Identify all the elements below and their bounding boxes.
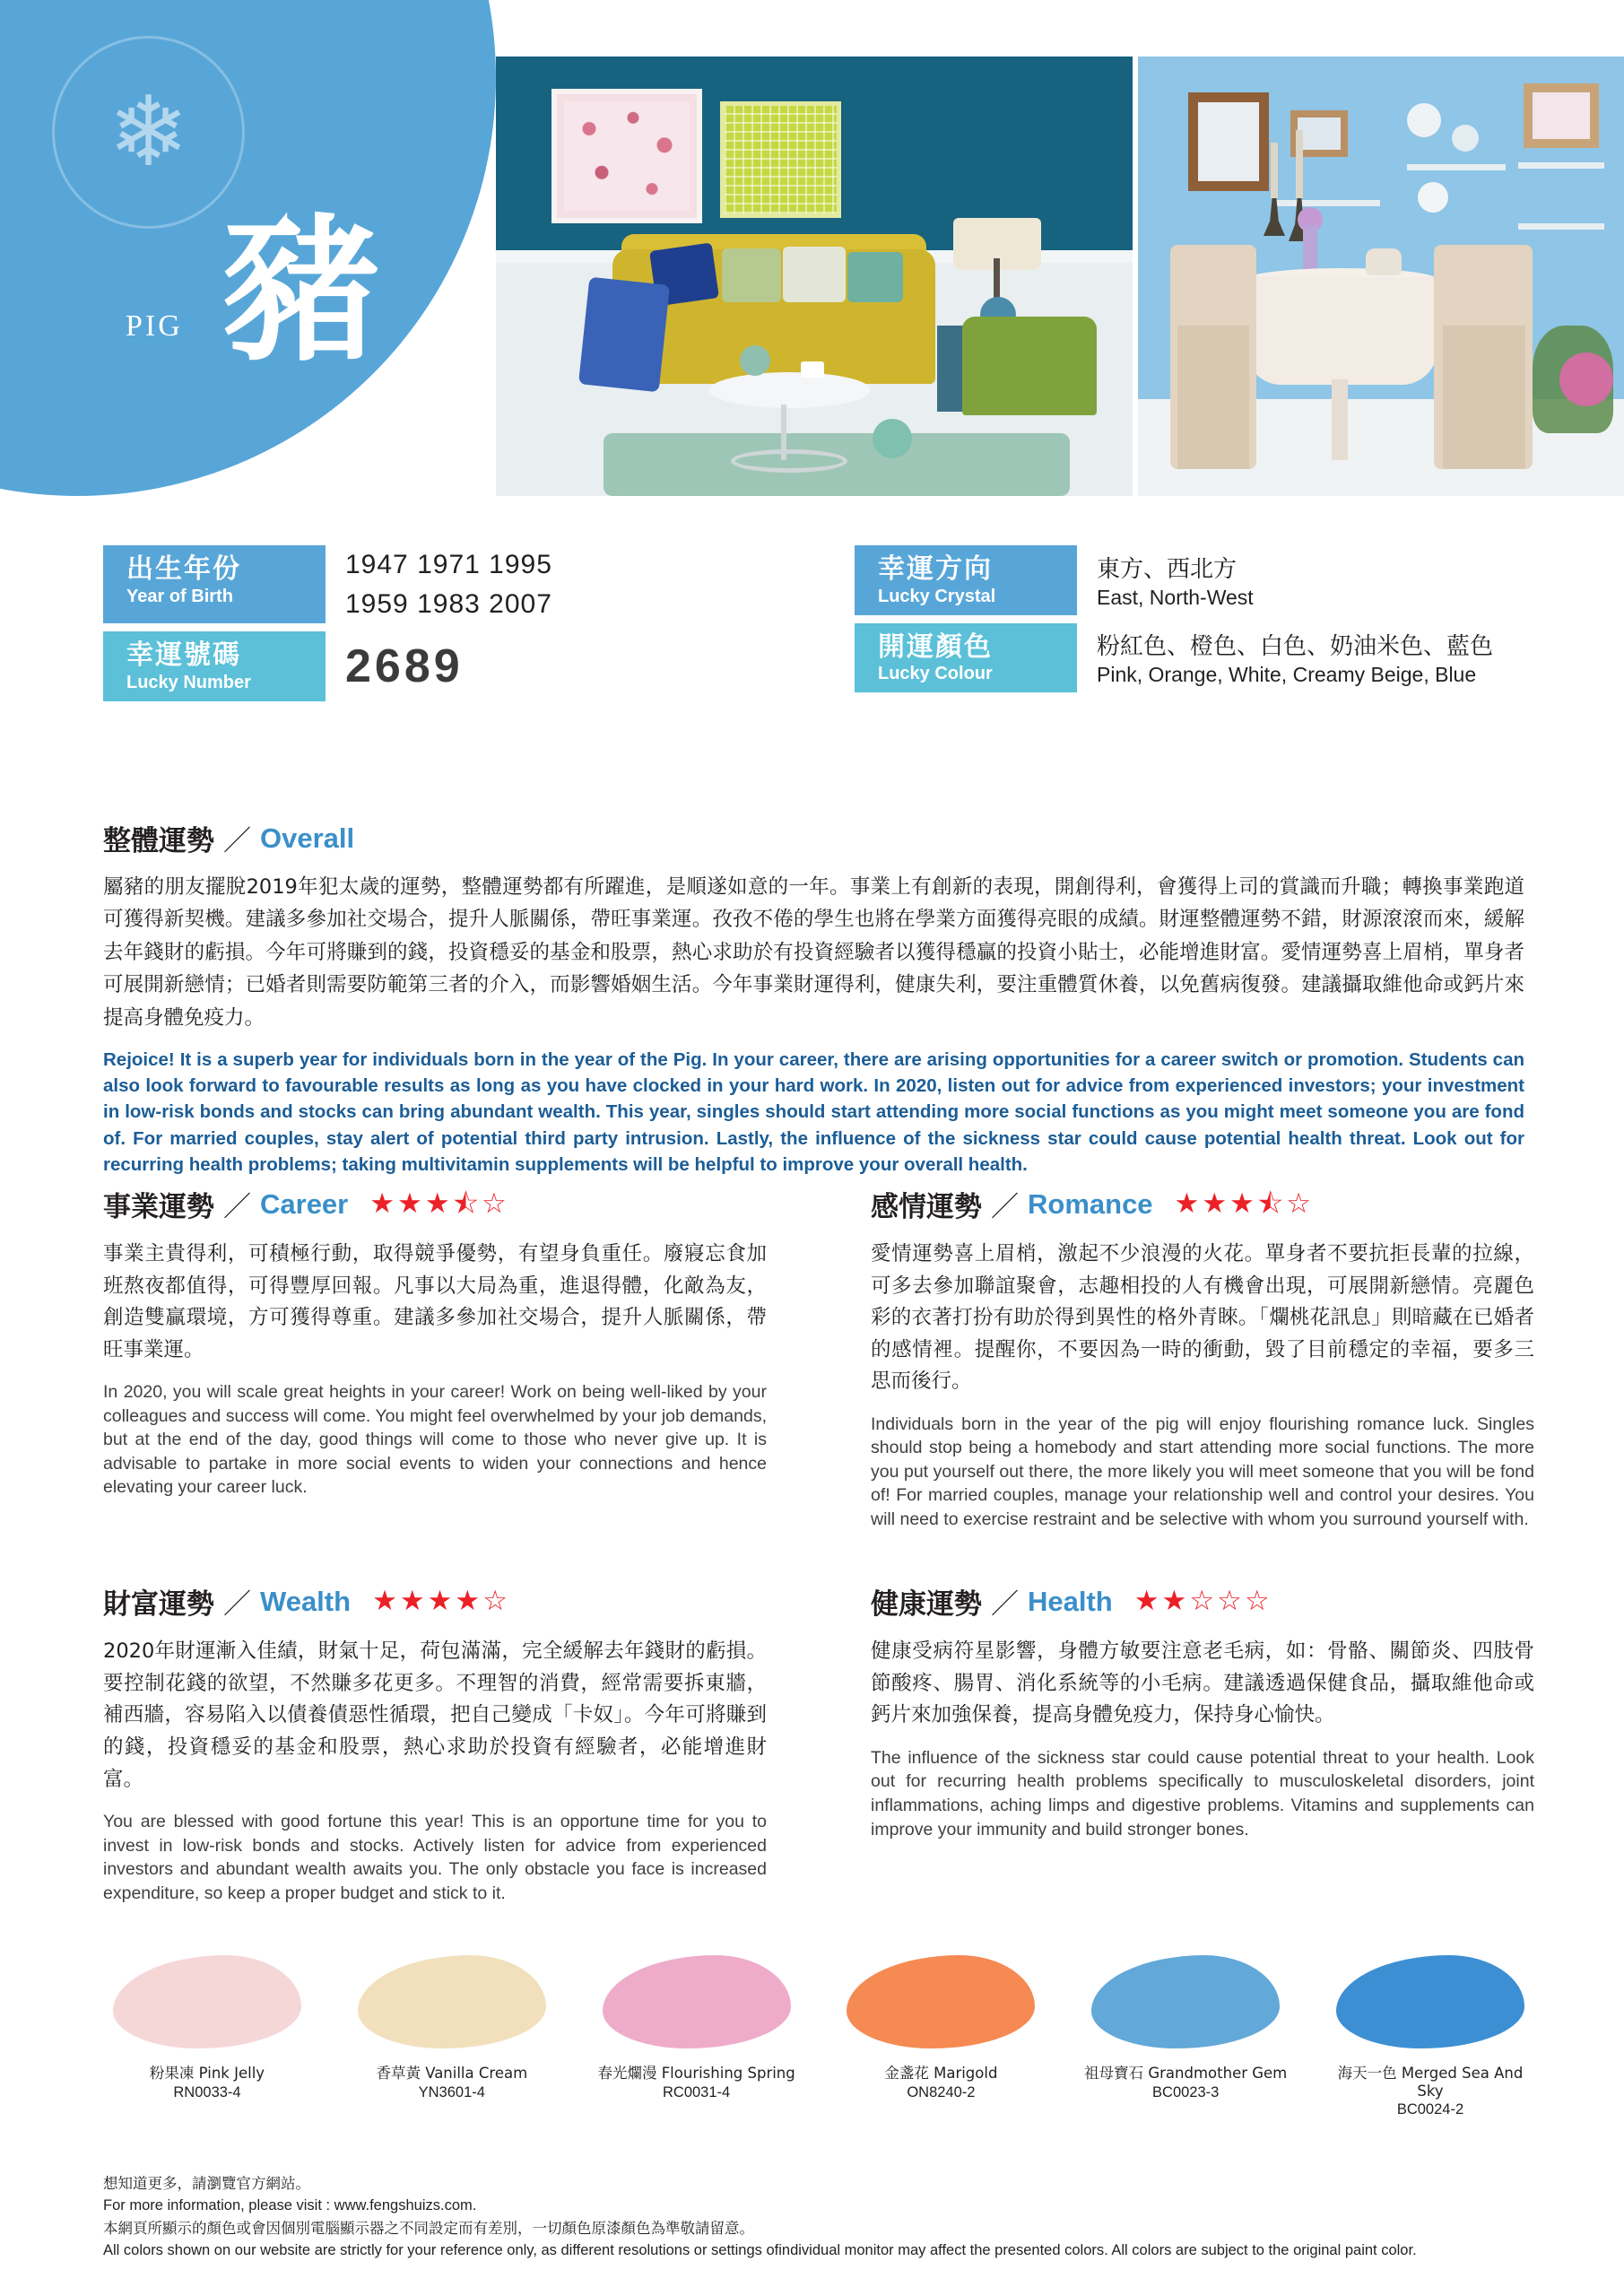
- year-of-birth-label-en: Year of Birth: [126, 586, 233, 606]
- romance-body-cn: 愛情運勢喜上眉梢，激起不少浪漫的火花。單身者不要抗拒長輩的拉線，可多去參加聯誼聚會，志趣相投的人有機會出現，可展開新戀情。亮麗色彩的衣著打扮有助於得到異性的格外青睞。「爛桃花訊息」則暗藏在已婚者的感情裡。提醒你，不要因為一時的衝動，毀了目前穩定的幸福，要多三思而後行。: [871, 1242, 1534, 1394]
- swatch-name-en: Grandmother Gem: [1148, 2065, 1288, 2082]
- lucky-number-label: [103, 631, 326, 701]
- lucky-colour-value: [1077, 623, 1493, 693]
- swatch-name-en: Merged Sea And Sky: [1401, 2065, 1524, 2100]
- health-body-en: The influence of the sickness star could cause potential threat to your health. Look out for recurring health problems specifically to musculoskeletal disorders, joint inflammations, aching limps and digestive problems. Vitamins and supplements can improve your immunity and build stronger bones.: [871, 1747, 1534, 1839]
- swatch-code: RN0033-4: [173, 2084, 241, 2100]
- wealth-body-en: You are blessed with good fortune this year! This is an opportune time for you to invest in low-risk bonds and stocks. Actively listen for advice from experienced investors and abundant wealth awaits you. The only obstacle you face is increased expenditure, so keep a proper budget and stick to it.: [103, 1812, 767, 1903]
- lucky-number-value-wrap: [326, 631, 464, 701]
- overall-title-cn: 整體運勢: [103, 825, 214, 857]
- health-body-cn: 健康受病符星影響，身體方敏要注意老毛病，如：骨骼、關節炎、四肢骨節酸疼、腸胃、消化系統等的小毛病。建議透過保健食品，攝取維他命或鈣片來加強保養，提高身體免疫力，保持身心愉快。: [871, 1639, 1534, 1727]
- wealth-title-slash: ／: [223, 1588, 251, 1622]
- lucky-crystal-value-en: East, North-West: [1097, 585, 1254, 609]
- health-title-slash: ／: [991, 1588, 1019, 1622]
- swatch-code: BC0023-3: [1152, 2084, 1220, 2100]
- career-body-cn: 事業主貴得利，可積極行動，取得競爭優勢，有望身負重任。廢寢忘食加班熬夜都值得，可得豐厚回報。凡事以大局為重，進退得體，化敵為友，創造雙贏環境，方可獲得尊重。建議多參加社交場合，提升人脈關係，帶旺事業運。: [103, 1242, 767, 1361]
- lucky-crystal-row: [855, 545, 1518, 615]
- overall-section: [103, 818, 1524, 1178]
- wealth-section: [103, 1581, 767, 1905]
- wealth-title-en: Wealth: [260, 1585, 352, 1617]
- swatch-colour-blob: [1336, 1955, 1524, 2048]
- year-of-birth-line1: 1947 1971 1995: [345, 550, 552, 579]
- lucky-number-label-en: Lucky Number: [126, 672, 251, 692]
- romance-title-en: Romance: [1028, 1187, 1153, 1220]
- swatch-code: ON8240-2: [907, 2084, 976, 2100]
- health-title-cn: 健康運勢: [871, 1588, 982, 1622]
- lucky-colour-value-en: Pink, Orange, White, Creamy Beige, Blue: [1097, 663, 1477, 687]
- dining-room-photo: [1138, 57, 1624, 496]
- swatch-name-cn: 海天一色: [1337, 2065, 1397, 2082]
- overall-title-en: Overall: [260, 822, 355, 854]
- career-title-slash: ／: [223, 1191, 251, 1223]
- health-title: [871, 1581, 1534, 1622]
- year-of-birth-value: [326, 545, 552, 623]
- lucky-number-value: 2689: [345, 639, 464, 692]
- overall-title-slash: ／: [223, 825, 251, 857]
- page-header: [0, 0, 1624, 502]
- romance-section: [871, 1184, 1534, 1531]
- career-rating-stars: ★★★⯪☆: [369, 1187, 509, 1220]
- lucky-colour-label-en: Lucky Colour: [878, 664, 993, 683]
- swatch-colour-blob: [603, 1955, 791, 2048]
- footer-line-2: For more information, please visit : www.fengshuizs.com.: [103, 2197, 477, 2214]
- swatch-name-en: Flourishing Spring: [661, 2065, 795, 2082]
- wealth-rating-stars: ★★★★☆: [372, 1585, 511, 1618]
- lucky-number-label-cn: 幸運號碼: [126, 639, 241, 671]
- health-section: [871, 1581, 1534, 1905]
- footer-line-4: All colors shown on our website are strictly for your reference only, as different resolutions or settings ofindividual monitor may affect the presented colors. All colors are subject to the original paint color.: [103, 2242, 1417, 2259]
- pig-papercut-icon: ❄: [52, 36, 245, 229]
- swatch-name-cn: 金盞花: [884, 2065, 929, 2082]
- swatch-code: RC0031-4: [662, 2084, 731, 2100]
- swatch-name-en: Pink Jelly: [198, 2065, 265, 2082]
- wealth-title: [103, 1581, 767, 1622]
- swatch-colour-blob: [358, 1955, 546, 2048]
- swatch-name-cn: 粉果凍: [149, 2065, 195, 2082]
- year-of-birth-label-cn: 出生年份: [126, 553, 241, 585]
- lucky-colour-value-cn: 粉紅色、橙色、白色、奶油米色、藍色: [1097, 633, 1494, 661]
- career-title: [103, 1184, 767, 1224]
- lucky-crystal-value-cn: 東方、西北方: [1097, 555, 1238, 583]
- zodiac-panel: [0, 0, 496, 496]
- footer-line-3: 本網頁所顯示的顏色或會因個別電腦顯示器之不同設定而有差別，一切顏色原漆顏色為準敬請留意。: [103, 2220, 754, 2238]
- zodiac-name-chinese: 豬: [222, 201, 379, 383]
- swatch-name-en: Marigold: [934, 2065, 998, 2082]
- career-title-en: Career: [260, 1187, 349, 1220]
- lucky-colour-row: [855, 623, 1518, 693]
- wealth-title-cn: 財富運勢: [103, 1588, 214, 1622]
- romance-title-cn: 感情運勢: [871, 1191, 982, 1223]
- swatch-item[interactable]: [1081, 1955, 1290, 2118]
- career-section: [103, 1184, 767, 1531]
- year-of-birth-line2: 1959 1983 2007: [345, 588, 552, 619]
- swatch-colour-blob: [847, 1955, 1035, 2048]
- swatch-name-cn: 香草黃: [376, 2065, 421, 2082]
- year-of-birth-label: [103, 545, 326, 623]
- health-rating-stars: ★★☆☆☆: [1133, 1585, 1272, 1618]
- swatch-name-cn: 春光爛漫: [597, 2065, 657, 2082]
- swatch-item[interactable]: [348, 1955, 556, 2118]
- lucky-crystal-label-en: Lucky Crystal: [878, 586, 996, 606]
- overall-title: [103, 818, 1524, 858]
- lucky-colour-label: [855, 623, 1077, 693]
- swatch-item[interactable]: [837, 1955, 1045, 2118]
- lucky-crystal-label: [855, 545, 1077, 615]
- living-room-photo: [496, 57, 1133, 496]
- zodiac-name-english: PIG: [126, 309, 183, 343]
- romance-rating-stars: ★★★⯪☆: [1174, 1187, 1315, 1220]
- swatch-name-en: Vanilla Cream: [425, 2065, 528, 2082]
- overall-body-en: Rejoice! It is a superb year for individuals born in the year of the Pig. In your career, there are arising opportunities for a career switch or promotion. Students can also look forward to favourable results as long as you have clocked in your hard work. In 2020, listen out for advice from experienced investors; your investment in low-risk bonds and stocks can bring abundant wealth. This year, singles should start attending more social functions as you might meet someone you are fond of. For married couples, stay alert of potential third party intrusion. Lastly, the influence of the sickness star could cause potential health threat. Look out for recurring health problems; taking multivitamin supplements will be helpful to improve your overall health.: [103, 1049, 1524, 1175]
- career-body-en: In 2020, you will scale great heights in your career! Work on being well-liked by your colleagues and success will come. You might feel overwhelmed by your job demands, but at the end of the day, good things will come to those who never give up. It is advisable to partake in more social events to widen your connections and hence elevating your career luck.: [103, 1382, 767, 1498]
- romance-title-slash: ／: [991, 1191, 1019, 1223]
- lucky-crystal-label-cn: 幸運方向: [878, 553, 993, 585]
- swatch-code: BC0024-2: [1396, 2101, 1464, 2118]
- lucky-colour-label-cn: 開運顏色: [878, 631, 993, 663]
- swatch-name-cn: 祖母寶石: [1084, 2065, 1144, 2082]
- colour-swatches: [103, 1955, 1534, 2118]
- swatch-item[interactable]: [593, 1955, 801, 2118]
- wealth-body-cn: 2020年財運漸入佳績，財氣十足，荷包滿滿，完全緩解去年錢財的虧損。要控制花錢的欲望，不然賺多花更多。不理智的消費，經常需要拆東牆，補西牆，容易陷入以債養債惡性循環，把自己變成「卡奴」。今年可將賺到的錢，投資穩妥的基金和股票，熱心求助於投資有經驗者，必能增進財富。: [103, 1639, 767, 1791]
- swatch-item[interactable]: [103, 1955, 311, 2118]
- lucky-number-row: [103, 631, 767, 701]
- overall-body-cn: 屬豬的朋友擺脫2019年犯太歲的運勢，整體運勢都有所躍進，是順遂如意的一年。事業上有創新的表現，開創得利，會獲得上司的賞識而升職；轉換事業跑道可獲得新契機。建議多參加社交場合，提升人脈關係，帶旺事業運。孜孜不倦的學生也將在學業方面獲得亮眼的成績。財運整體運勢不錯，財源滾滾而來，緩解去年錢財的虧損。今年可將賺到的錢，投資穩妥的基金和股票，熱心求助於有投資經驗者以獲得穩贏的投資小貼士，必能增進財富。愛情運勢喜上眉梢，單身者可展開新戀情；已婚者則需要防範第三者的介入，而影響婚姻生活。今年事業財運得利，健康失利，要注重體質休養，以免舊病復發。建議攝取維他命或鈣片來提高身體免疫力。: [103, 875, 1524, 1030]
- fortune-sections-grid: [103, 1184, 1534, 1905]
- swatch-colour-blob: [1091, 1955, 1280, 2048]
- lucky-crystal-value: [1077, 545, 1254, 615]
- swatch-item[interactable]: [1326, 1955, 1534, 2118]
- romance-title: [871, 1184, 1534, 1224]
- footer-line-1: 想知道更多，請瀏覽官方網站。: [103, 2175, 310, 2192]
- career-title-cn: 事業運勢: [103, 1191, 214, 1223]
- romance-body-en: Individuals born in the year of the pig will enjoy flourishing romance luck. Singles should stop being a homebody and start attending more social functions. The more you put yourself out there, the more likely you will meet someone that you will be fond of! For married couples, manage your relationship well and control your desires. You will need to exercise restraint and be selective with whom you surround yourself with.: [871, 1413, 1534, 1529]
- footer-disclaimer: [103, 2172, 1574, 2262]
- swatch-colour-blob: [113, 1955, 301, 2048]
- header-photos: [496, 57, 1624, 496]
- health-title-en: Health: [1028, 1585, 1113, 1617]
- info-boxes: [103, 545, 1534, 701]
- swatch-code: YN3601-4: [418, 2084, 485, 2100]
- year-of-birth-row: [103, 545, 767, 623]
